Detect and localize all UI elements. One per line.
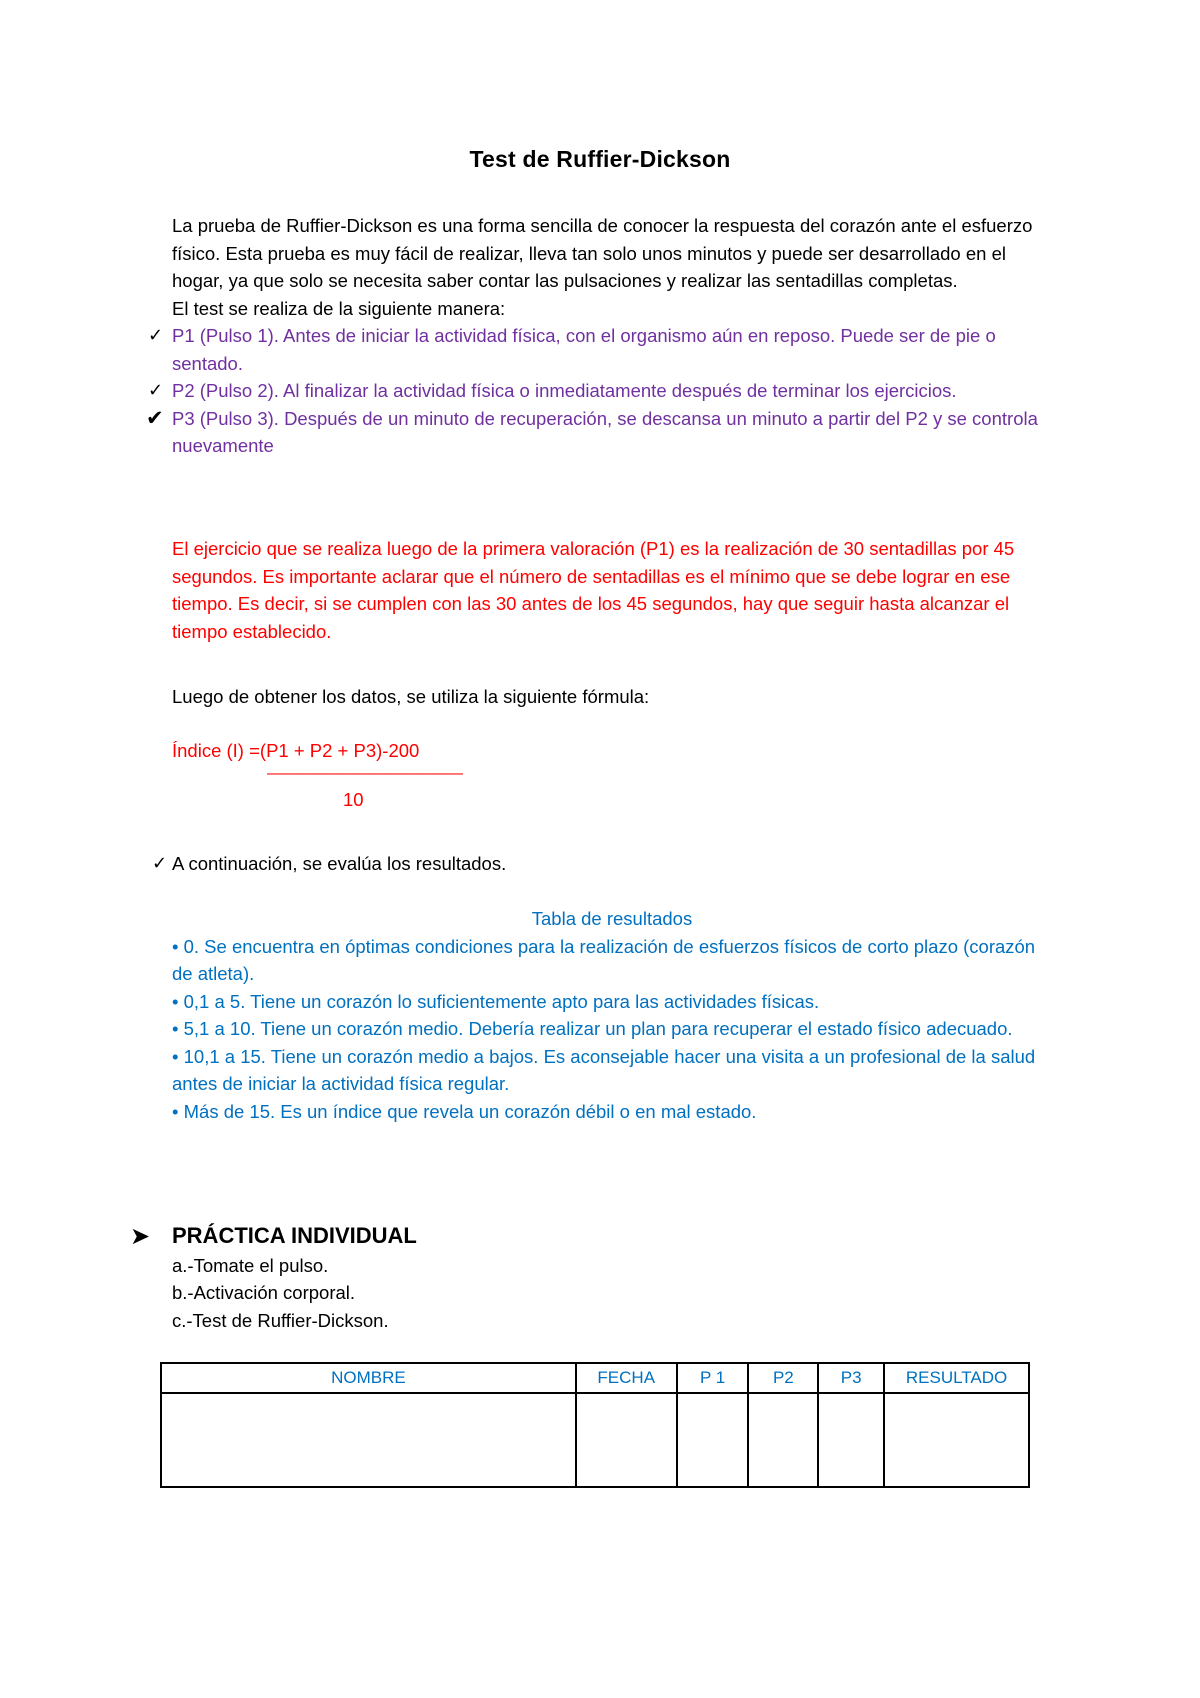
result-item: • 0,1 a 5. Tiene un corazón lo suficientemente apto para las actividades físicas. [172, 990, 820, 1012]
intro-paragraph: La prueba de Ruffier-Dickson es una forma sencilla de conocer la respuesta del corazón ante el esfuerzo físico. Esta prueba es muy fácil de realizar, lleva tan solo unos minutos y puede ser desarrollado en el hogar, ya que solo se necesita saber contar las pulsaciones y realizar las sentadillas completas. [172, 215, 1033, 291]
pulse-item-3: ✔ P3 (Pulso 3). Después de un minuto de recuperación, se descansa un minuto a partir del P2 y se controla nuevamente [146, 406, 1038, 456]
practice-step: c.-Test de Ruffier-Dickson. [172, 1309, 389, 1331]
header-resultado: RESULTADO [884, 1363, 1029, 1393]
results-table [160, 1362, 1030, 1488]
pulse-item-2: ✓ P2 (Pulso 2). Al finalizar la actividad física o inmediatamente después de terminar los ejercicios. [172, 377, 1052, 405]
check-icon: ✔ [146, 406, 164, 430]
result-item: • 5,1 a 10. Tiene un corazón medio. Debería realizar un plan para recuperar el estado físico adecuado. [172, 1018, 1013, 1039]
practice-block [172, 1222, 1052, 1334]
cell-fecha[interactable] [576, 1393, 677, 1487]
results-block [172, 905, 1052, 1125]
cell-p3[interactable] [818, 1393, 884, 1487]
cell-p1[interactable] [677, 1393, 749, 1487]
practice-step: a.-Tomate el pulso. [172, 1254, 329, 1276]
practice-step: b.-Activación corporal. [172, 1282, 356, 1303]
exercise-paragraph: El ejercicio que se realiza luego de la primera valoración (P1) es la realización de 30 sentadillas por 45 segundos. Es importante aclarar que el número de sentadillas es el mínimo que se debe lograr en ese tiempo. Es decir, si se cumplen con las 30 antes de los 45 segundos, hay que seguir hasta alcanzar el tiempo establecido. [172, 538, 1015, 642]
intro-line: El test se realiza de la siguiente manera: [172, 297, 506, 319]
cell-resultado[interactable] [884, 1393, 1029, 1487]
arrow-bullet-icon: ➤ [130, 1223, 151, 1250]
header-fecha: FECHA [576, 1363, 677, 1393]
header-p1: P 1 [677, 1363, 749, 1393]
page-title: Test de Ruffier-Dickson [469, 146, 731, 172]
practice-heading: PRÁCTICA INDIVIDUAL [172, 1223, 417, 1248]
result-item: • Más de 15. Es un índice que revela un corazón débil o en mal estado. [172, 1100, 757, 1122]
formula-denominator: 10 [343, 789, 364, 810]
check-icon: ✓ [148, 380, 164, 400]
table-row [161, 1393, 1029, 1487]
header-nombre: NOMBRE [161, 1363, 576, 1393]
evaluate-line: ✓ A continuación, se evalúa los resultados. [172, 850, 1052, 878]
result-item: • 10,1 a 15. Tiene un corazón medio a bajos. Es aconsejable hacer una visita a un profesional de la salud antes de iniciar la actividad física regular. [172, 1045, 1036, 1094]
cell-p2[interactable] [748, 1393, 818, 1487]
result-item: • 0. Se encuentra en óptimas condiciones para la realización de esfuerzos físicos de corto plazo (corazón de atleta). [172, 935, 1036, 984]
intro-block [146, 212, 1052, 460]
results-title: Tabla de resultados [531, 908, 693, 929]
cell-nombre[interactable] [161, 1393, 576, 1487]
header-p3: P3 [818, 1363, 884, 1393]
formula-divider: ————————————— [267, 765, 462, 782]
formula-numerator: Índice (I) =(P1 + P2 + P3)-200 [172, 740, 420, 761]
formula-intro: Luego de obtener los datos, se utiliza la siguiente fórmula: [172, 686, 650, 707]
table-header-row [161, 1363, 1029, 1393]
check-icon: ✓ [152, 853, 168, 873]
pulse-item-1: ✓ P1 (Pulso 1). Antes de iniciar la actividad física, con el organismo aún en reposo. Puede ser de pie o sentado. [172, 322, 1052, 377]
check-icon: ✓ [148, 325, 164, 345]
header-p2: P2 [748, 1363, 818, 1393]
